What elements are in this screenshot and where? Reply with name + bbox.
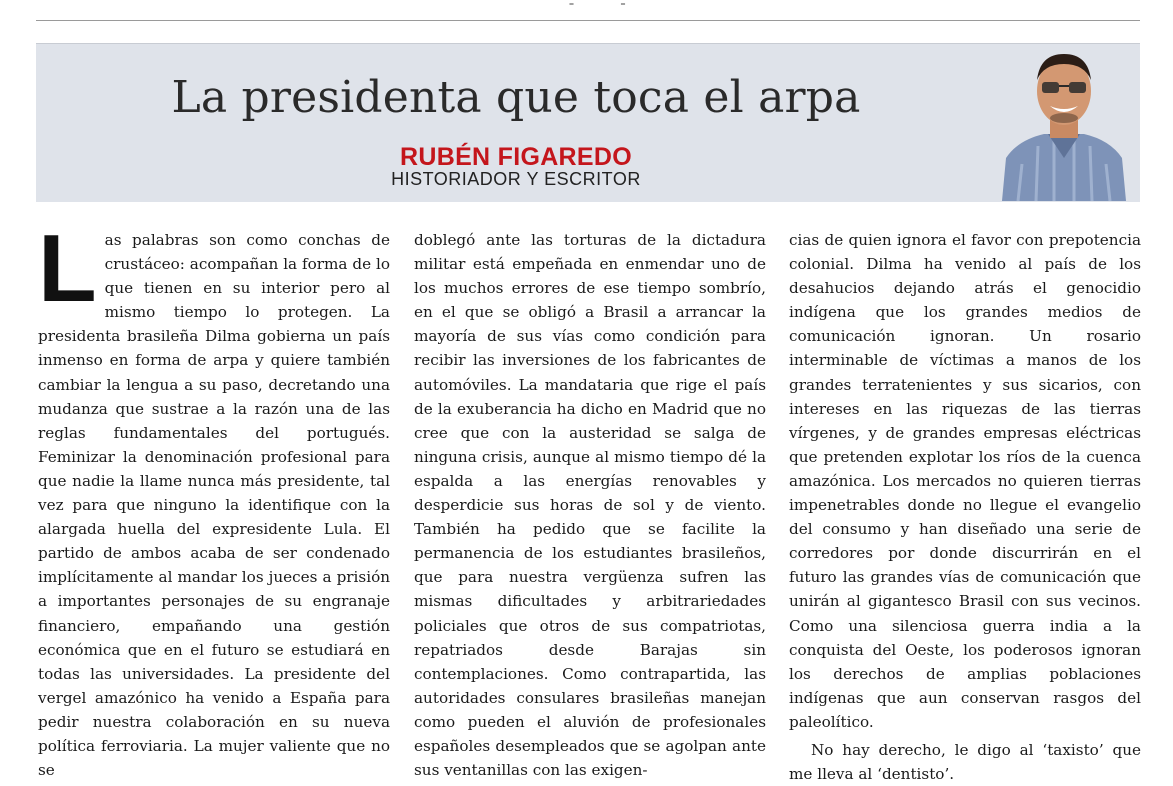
article-column-1 xyxy=(38,215,390,782)
article-paragraph xyxy=(38,215,390,782)
author-photo xyxy=(998,46,1130,201)
column-2-text: doblegó ante las torturas de la dictadura militar está empeñada en enmendar uno de los muchos errores de ese tiempo sombrío, en el que se obligó a Brasil a arrancar la mayoría de sus vías como condición para recibir las inversiones de los fabricantes de automóviles. La mandataria que rige el país de la exuberancia ha dicho en Madrid que no cree que con la austeridad se salga de ninguna crisis, aunque al mismo tiempo dé la espalda a las energías renovables y desperdicie sus horas de sol y de viento. También ha pedido que se facilite la permanencia de los estudiantes brasileños, que para nuestra vergüenza sufren las mismas dificultades y arbitrariedades policiales que otros de sus compatriotas, repatriados desde Barajas sin contemplaciones. Como contrapartida, las autoridades consulares brasileñas manejan como pueden el aluvión de profesionales españoles desempleados que se agolpan ante sus ventanillas con las exigen- xyxy=(414,231,766,780)
closing-paragraph: No hay derecho, le digo al ‘taxisto’ que me lleva al ‘dentisto’. xyxy=(789,740,1141,784)
column-3-text: cias de quien ignora el favor con prepotencia colonial. Dilma ha venido al país de los desahucios dejando atrás el genocidio indígena que los grandes medios de comunicación ignoran. Un rosario interminable de víctimas a manos de los grandes terratenientes y sus sicarios, con intereses en las riquezas de las tierras vírgenes, y de grandes empresas eléctricas que pretenden explotar los ríos de la cuenca amazónica. Los mercados no quieren tierras impenetrables donde no llegue el evangelio del consumo y han diseñado una serie de corredores por donde discurrirán en el futuro las grandes vías de comunicación que unirán al gigantesco Brasil con sus vecinos. Como una silenciosa guerra india a la conquista del Oeste, los poderosos ignoran los derechos de amplias poblaciones indígenas que aun conservan rasgos del paleolítico. xyxy=(789,231,1141,731)
author-portrait-icon xyxy=(998,46,1130,201)
drop-cap: L xyxy=(38,215,97,322)
author-name: RUBÉN FIGAREDO xyxy=(400,143,632,171)
top-page-marks: ˉ ˉ xyxy=(568,2,647,18)
article-title: La presidenta que toca el arpa xyxy=(171,72,861,123)
top-rule xyxy=(36,20,1140,21)
column-1-text: as palabras son como conchas de crustáceo: acompañan la forma de lo que tienen en su interior pero al mismo tiempo lo protegen. La presidenta brasileña Dilma gobierna un país inmenso en forma de arpa y quiere también cambiar la lengua a su paso, decretando una mudanza que sustrae a la razón una de las reglas fundamentales del portugués. Feminizar la denominación profesional para que nadie la llame nunca más presidente, tal vez para que ninguno la identifique con la alargada huella del expresidente Lula. El partido de ambos acaba de ser condenado implícitamente al mandar los jueces a prisión a importantes personajes de su engranaje financiero, empañando una gestión económica que en el futuro se estudiará en todas las universidades. La presidente del vergel amazónico ha venido a España para pedir nuestra colaboración en su nueva política ferroviaria. La mujer valiente que no se xyxy=(38,231,390,780)
author-role: HISTORIADOR Y ESCRITOR xyxy=(391,169,641,189)
article-column-3 xyxy=(789,228,1141,786)
article-header xyxy=(36,43,1140,202)
article-column-2 xyxy=(414,228,766,782)
article-body xyxy=(38,215,1142,784)
